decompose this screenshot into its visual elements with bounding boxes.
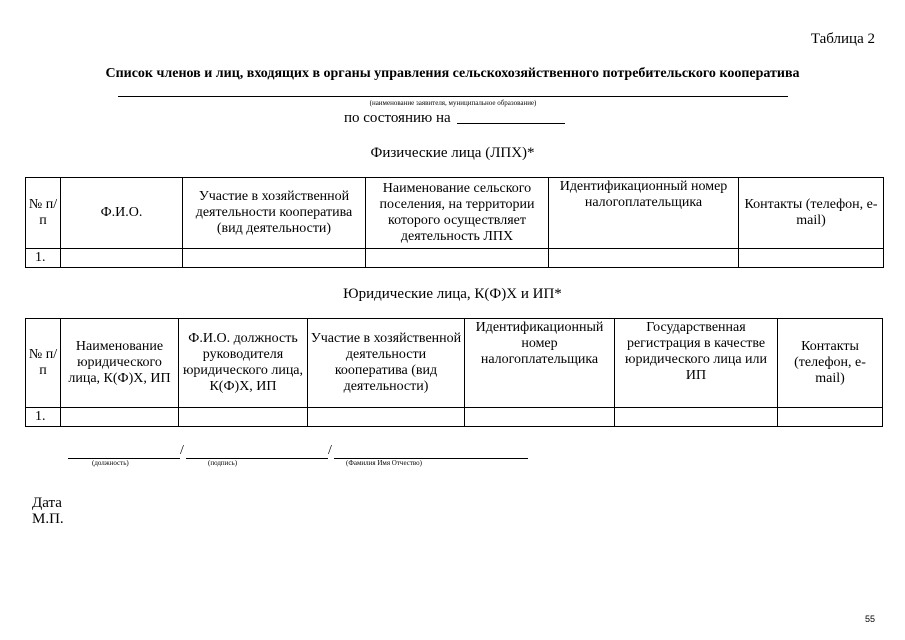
column-header: Идентификационный номер налогоплательщика (465, 319, 615, 408)
date-label: Дата (32, 495, 62, 511)
table-cell (308, 408, 465, 427)
table-cell (465, 408, 615, 427)
as-of-label: по состоянию на (344, 110, 451, 126)
table-cell (366, 249, 549, 268)
table-header-row (26, 319, 883, 408)
document-title: Список членов и лиц, входящих в органы управления сельскохозяйственного потребительского кооператива (105, 66, 800, 81)
table-row (26, 408, 883, 427)
table-cell: 1. (26, 249, 61, 268)
table-cell (61, 249, 183, 268)
column-header: Контакты (телефон, e-mail) (778, 319, 883, 408)
table-label: Таблица 2 (810, 31, 875, 47)
table-row (26, 249, 884, 268)
table-cell (778, 408, 883, 427)
position-hint: (должность) (92, 459, 129, 467)
signature-separator: / (180, 443, 184, 458)
table-cell (183, 249, 366, 268)
table-header-row (26, 178, 884, 249)
table-cell (549, 249, 739, 268)
applicant-hint: (наименование заявителя, муниципальное образование) (369, 99, 537, 107)
applicant-name-line (118, 96, 788, 97)
legal-entities-table (25, 318, 883, 427)
as-of-date-line (457, 110, 565, 124)
column-header: Наименование сельского поселения, на территории которого осуществляет деятельность ЛПХ (366, 178, 549, 249)
column-header: Участие в хозяйственной деятельности кооператива (вид деятельности) (308, 319, 465, 408)
full-name-hint: (Фамилия Имя Отчество) (346, 459, 422, 467)
signature-separator: / (328, 443, 332, 458)
table-cell: 1. (26, 408, 61, 427)
table-cell (615, 408, 778, 427)
as-of-date (344, 110, 565, 127)
individuals-table (25, 177, 884, 268)
column-header: Ф.И.О. (61, 178, 183, 249)
table-cell (739, 249, 884, 268)
page-number: 55 (864, 614, 875, 624)
column-header: № п/п (26, 319, 61, 408)
signature-hint: (подпись) (208, 459, 238, 467)
column-header: Ф.И.О. должность руководителя юридического лица, К(Ф)Х, ИП (179, 319, 308, 408)
column-header: Идентификационный номер налогоплательщика (549, 178, 739, 249)
column-header: Государственная регистрация в качестве юридического лица или ИП (615, 319, 778, 408)
stamp-label: М.П. (32, 511, 64, 527)
table-cell (61, 408, 179, 427)
column-header: Контакты (телефон, e-mail) (739, 178, 884, 249)
column-header: № п/п (26, 178, 61, 249)
column-header: Участие в хозяйственной деятельности кооператива (вид деятельности) (183, 178, 366, 249)
column-header: Наименование юридического лица, К(Ф)Х, ИП (61, 319, 179, 408)
section-title-individuals: Физические лица (ЛПХ)* (370, 145, 535, 161)
section-title-legal-entities: Юридические лица, К(Ф)Х и ИП* (343, 286, 562, 302)
table-cell (179, 408, 308, 427)
